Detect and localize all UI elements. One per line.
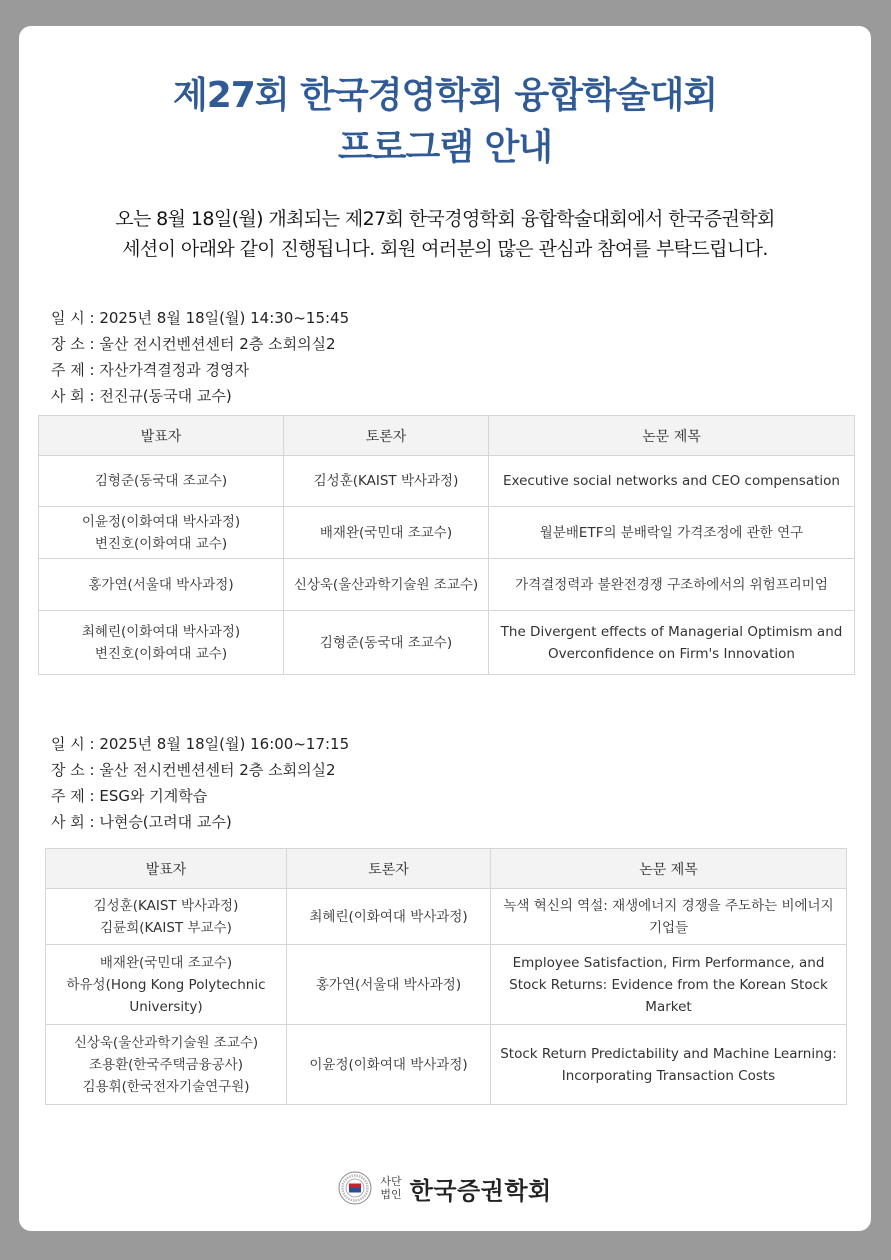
paper-title-cell-line: Stock Returns: Evidence from the Korean Stock [509,976,828,993]
session-1-datetime: 일 시 : 2025년 8월 18일(월) 14:30~15:45 [51,309,350,327]
header-discussant: 토론자 [284,416,489,456]
paper-title-cell-line: Incorporating Transaction Costs [561,1067,776,1084]
presenter-cell-line: 변진호(이화여대 교수) [94,535,228,552]
session-2-topic: 주 제 : ESG와 기계학습 [51,787,208,805]
presenter-cell-line: 홍가연(서울대 박사과정) [88,576,234,593]
presenter-cell-line: 최혜린(이화여대 박사과정) [81,623,241,640]
session-1-venue: 장 소 : 울산 전시컨벤션센터 2층 소회의실2 [51,335,336,353]
presenter-cell [46,1025,287,1105]
discussant-cell-line: 김성훈(KAIST 박사과정) [313,473,459,489]
discussant-cell-line: 배재완(국민대 조교수) [319,524,453,541]
intro-text [19,204,871,264]
presenter-cell [39,507,284,559]
paper-title-cell-line: Market [645,998,692,1015]
presenter-cell [46,889,287,945]
discussant-cell-line: 최혜린(이화여대 박사과정) [309,908,468,925]
presenter-cell [46,945,287,1025]
paper-title-cell [491,945,847,1025]
paper-title-cell [491,889,847,945]
corporation-label-bottom: 법인 [380,1188,402,1201]
header-presenter: 발표자 [46,849,287,889]
table-row [46,945,847,1025]
presenter-cell-line: 하유성(Hong Kong Polytechnic [66,976,266,993]
table-row [39,611,855,675]
discussant-cell-line: 홍가연(서울대 박사과정) [315,976,462,993]
paper-title-cell [489,559,855,611]
corporation-label-top: 사단 [380,1175,402,1188]
session-1-info [51,305,349,409]
discussant-cell [284,611,489,675]
presenter-cell-line: 김륜희(KAIST 부교수) [100,919,232,936]
title-line-1: 제27회 한국경영학회 융합학술대회 [172,75,718,116]
presenter-cell-line: 김용휘(한국전자기술연구원) [82,1078,250,1095]
presenter-cell-line: 변진호(이화여대 교수) [94,645,228,662]
paper-title-cell [491,1025,847,1105]
presenter-cell-line: 김형준(동국대 조교수) [94,473,228,489]
session-1-program-table [38,415,855,675]
paper-title-cell-line: 기업들 [648,919,689,936]
discussant-cell-line: 김형준(동국대 조교수) [319,634,453,651]
table-header-row [39,416,855,456]
table-row [46,1025,847,1105]
session-2-info [51,731,349,835]
session-2-datetime: 일 시 : 2025년 8월 18일(월) 16:00~17:15 [51,735,350,753]
presenter-cell [39,456,284,507]
paper-title-cell [489,456,855,507]
presenter-cell-line: 배재완(국민대 조교수) [99,954,233,971]
discussant-cell-line: 신상욱(울산과학기술원 조교수) [293,576,479,593]
table-row [39,507,855,559]
paper-title-cell [489,611,855,675]
table-row [46,889,847,945]
discussant-cell [287,945,491,1025]
notice-card [19,26,871,1231]
paper-title-cell-line: 가격결정력과 불완전경쟁 구조하에서의 위험프리미엄 [515,576,828,593]
paper-title-cell-line: Executive social networks and CEO compensation [503,473,840,489]
presenter-cell [39,559,284,611]
session-2-chair: 사 회 : 나현승(고려대 교수) [51,813,232,831]
org-name: 한국증권학회 [409,1176,552,1205]
session-2-venue: 장 소 : 울산 전시컨벤션센터 2층 소회의실2 [51,761,336,779]
paper-title-cell-line: The Divergent effects of Managerial Optimism and [500,623,843,640]
discussant-cell-line: 이윤정(이화여대 박사과정) [309,1056,468,1073]
paper-title-cell-line: 월분배ETF의 분배락일 가격조정에 관한 연구 [539,524,804,541]
paper-title-cell [489,507,855,559]
session-2-program-table [45,848,847,1105]
presenter-cell-line: University) [129,998,203,1015]
header-paper-title: 논문 제목 [491,849,847,889]
discussant-cell [284,507,489,559]
table-row [39,456,855,507]
presenter-cell [39,611,284,675]
discussant-cell [287,889,491,945]
session-1-chair: 사 회 : 전진규(동국대 교수) [51,387,232,405]
header-presenter: 발표자 [39,416,284,456]
paper-title-cell-line: Overconfidence on Firm's Innovation [548,645,795,662]
paper-title-cell-line: Stock Return Predictability and Machine Learning: [500,1045,837,1062]
page-title [19,70,871,174]
intro-line-2: 세션이 아래와 같이 진행됩니다. 회원 여러분의 많은 관심과 참여를 부탁드립니다. [122,238,768,260]
corporation-label [380,1175,401,1201]
paper-title-cell-line: Employee Satisfaction, Firm Performance, and [512,954,825,971]
paper-title-cell-line: 녹색 혁신의 역설: 재생에너지 경쟁을 주도하는 비에너지 [503,897,834,914]
session-1-topic: 주 제 : 자산가격결정과 경영자 [51,361,250,379]
presenter-cell-line: 이윤정(이화여대 박사과정) [81,513,241,530]
table-header-row [46,849,847,889]
discussant-cell [284,456,489,507]
table-row [39,559,855,611]
title-line-2: 프로그램 안내 [337,127,553,168]
presenter-cell-line: 조용환(한국주택금융공사) [89,1056,243,1073]
header-paper-title: 논문 제목 [489,416,855,456]
society-seal-icon [338,1171,372,1205]
intro-line-1: 오는 8월 18일(월) 개최되는 제27회 한국경영학회 융합학술대회에서 한국증권학회 [115,208,775,230]
presenter-cell-line: 신상욱(울산과학기술원 조교수) [73,1034,259,1051]
discussant-cell [287,1025,491,1105]
header-discussant: 토론자 [287,849,491,889]
discussant-cell [284,559,489,611]
presenter-cell-line: 김성훈(KAIST 박사과정) [93,897,239,914]
footer-logo [19,1168,871,1208]
